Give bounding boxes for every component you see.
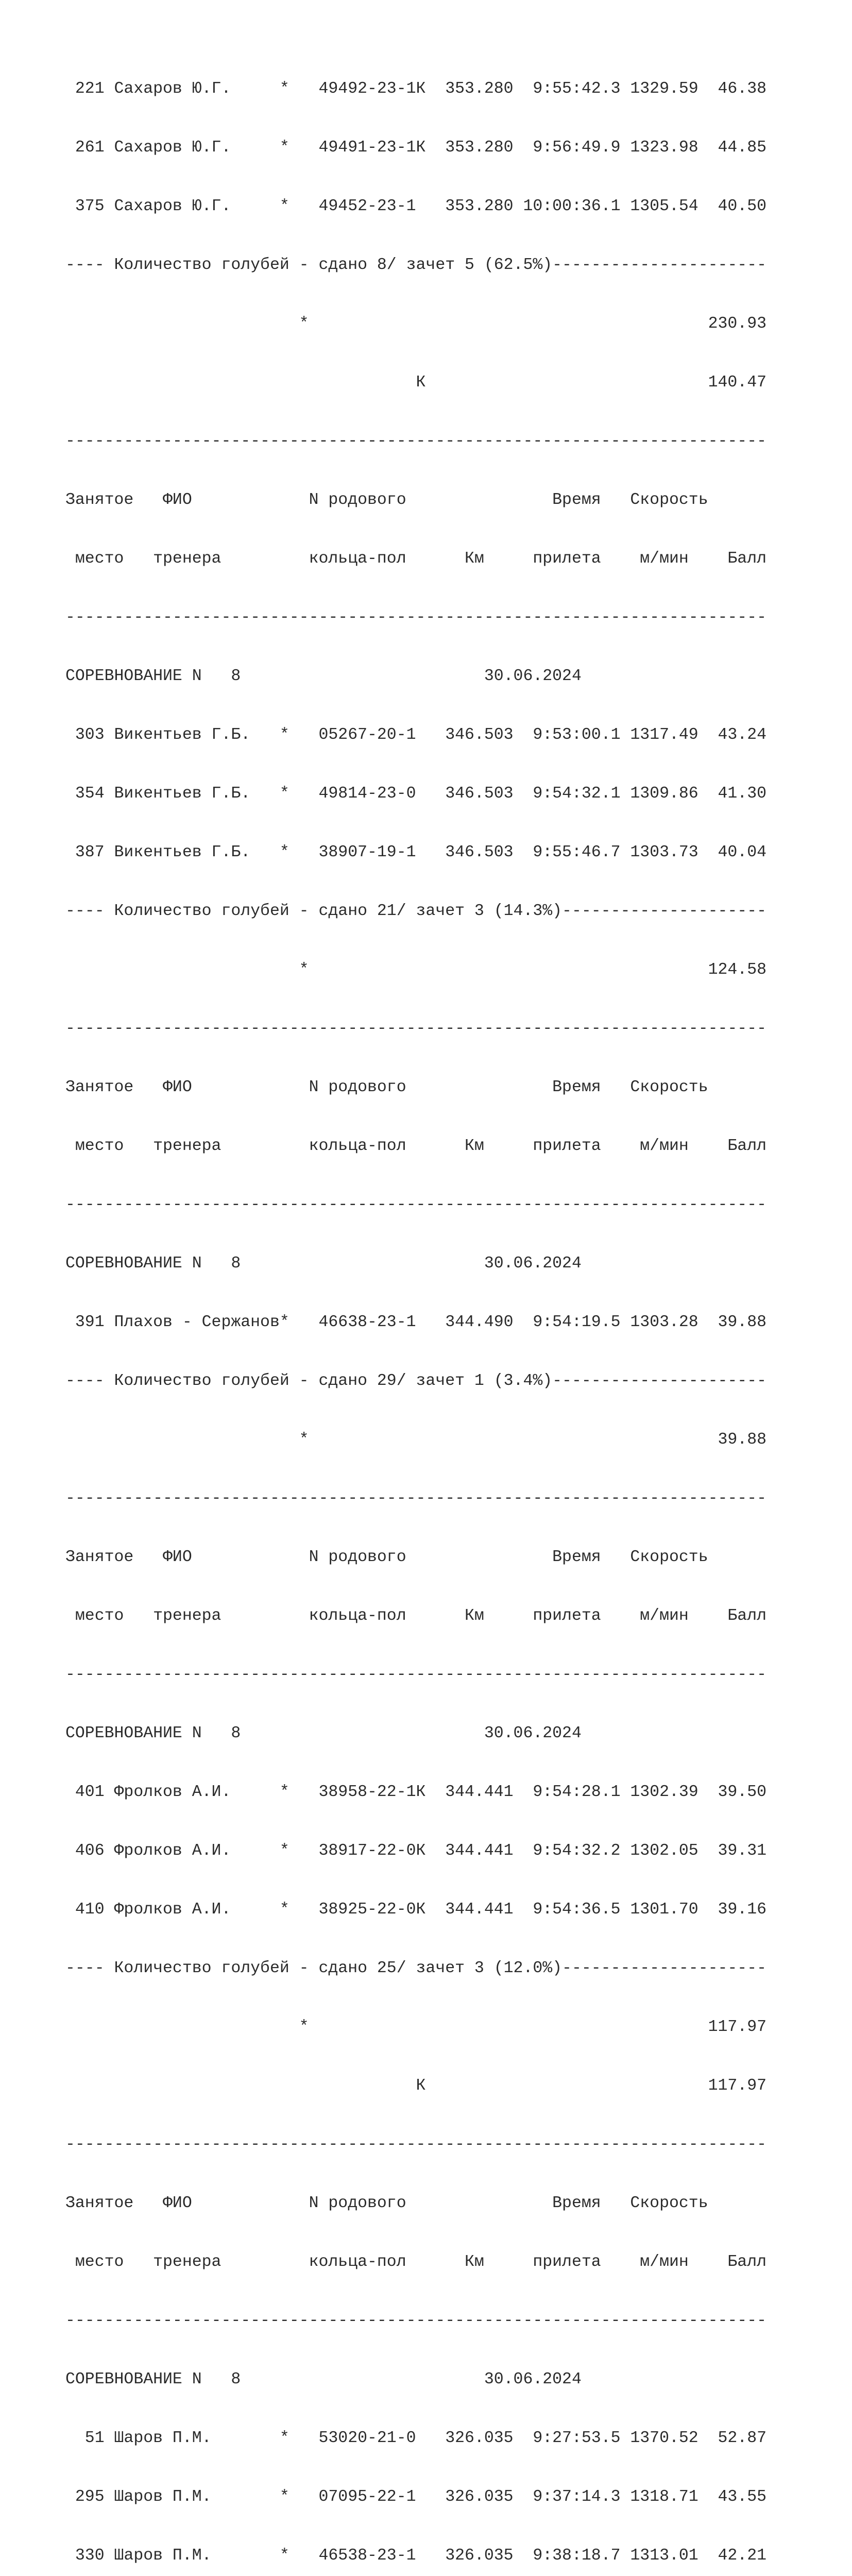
column-header: Занятое ФИО N родового Время Скорость <box>65 1078 708 1096</box>
separator: ------------------------------------------------------------------------ <box>65 2312 767 2330</box>
summary-line: ---- Количество голубей - сдано 21/ зачет 3 (14.3%)--------------------- <box>65 902 767 920</box>
separator: ------------------------------------------------------------------------ <box>65 432 767 450</box>
column-header: Занятое ФИО N родового Время Скорость <box>65 2194 708 2212</box>
competition-heading: СОРЕВНОВАНИЕ N 8 30.06.2024 <box>65 667 582 685</box>
total-line: К 117.97 <box>65 2077 767 2095</box>
summary-line: ---- Количество голубей - сдано 8/ зачет 5 (62.5%)---------------------- <box>65 256 767 274</box>
competition-heading: СОРЕВНОВАНИЕ N 8 30.06.2024 <box>65 2370 582 2388</box>
separator: ------------------------------------------------------------------------ <box>65 1196 767 1214</box>
total-line: * 39.88 <box>65 1431 767 1449</box>
result-row: 51 Шаров П.М. * 53020-21-0 326.035 9:27:53.5 1370.52 52.87 <box>65 2429 767 2447</box>
result-row: 391 Плахов - Сержанов* 46638-23-1 344.490 9:54:19.5 1303.28 39.88 <box>65 1313 767 1331</box>
result-row: 410 Фролков А.И. * 38925-22-0К 344.441 9:54:36.5 1301.70 39.16 <box>65 1901 767 1919</box>
result-row: 401 Фролков А.И. * 38958-22-1К 344.441 9:54:28.1 1302.39 39.50 <box>65 1783 767 1801</box>
separator: ------------------------------------------------------------------------ <box>65 2136 767 2154</box>
separator: ------------------------------------------------------------------------ <box>65 1020 767 1038</box>
total-line: * 117.97 <box>65 2018 767 2036</box>
result-row: 221 Сахаров Ю.Г. * 49492-23-1К 353.280 9:55:42.3 1329.59 46.38 <box>65 80 767 98</box>
result-row: 261 Сахаров Ю.Г. * 49491-23-1К 353.280 9:56:49.9 1323.98 44.85 <box>65 139 767 157</box>
results-printout <box>65 40 766 2576</box>
summary-line: ---- Количество голубей - сдано 29/ зачет 1 (3.4%)---------------------- <box>65 1372 767 1390</box>
result-row: 330 Шаров П.М. * 46538-23-1 326.035 9:38:18.7 1313.01 42.21 <box>65 2547 767 2565</box>
total-line: * 124.58 <box>65 961 767 979</box>
column-header: Занятое ФИО N родового Время Скорость <box>65 1548 708 1566</box>
result-row: 375 Сахаров Ю.Г. * 49452-23-1 353.280 10:00:36.1 1305.54 40.50 <box>65 197 767 215</box>
separator: ------------------------------------------------------------------------ <box>65 1666 767 1684</box>
separator: ------------------------------------------------------------------------ <box>65 1489 767 1507</box>
total-line: К 140.47 <box>65 374 767 392</box>
competition-heading: СОРЕВНОВАНИЕ N 8 30.06.2024 <box>65 1255 582 1273</box>
column-header: место тренера кольца-пол Км прилета м/мин Балл <box>65 550 767 568</box>
result-row: 303 Викентьев Г.Б. * 05267-20-1 346.503 9:53:00.1 1317.49 43.24 <box>65 726 767 744</box>
result-row: 354 Викентьев Г.Б. * 49814-23-0 346.503 9:54:32.1 1309.86 41.30 <box>65 785 767 803</box>
column-header: Занятое ФИО N родового Время Скорость <box>65 491 708 509</box>
competition-heading: СОРЕВНОВАНИЕ N 8 30.06.2024 <box>65 1724 582 1742</box>
column-header: место тренера кольца-пол Км прилета м/мин Балл <box>65 2253 767 2271</box>
result-row: 387 Викентьев Г.Б. * 38907-19-1 346.503 9:55:46.7 1303.73 40.04 <box>65 843 767 861</box>
total-line: * 230.93 <box>65 315 767 333</box>
result-row: 406 Фролков А.И. * 38917-22-0К 344.441 9:54:32.2 1302.05 39.31 <box>65 1842 767 1860</box>
separator: ------------------------------------------------------------------------ <box>65 608 767 626</box>
result-row: 295 Шаров П.М. * 07095-22-1 326.035 9:37:14.3 1318.71 43.55 <box>65 2488 767 2506</box>
summary-line: ---- Количество голубей - сдано 25/ зачет 3 (12.0%)--------------------- <box>65 1959 767 1977</box>
column-header: место тренера кольца-пол Км прилета м/мин Балл <box>65 1607 767 1625</box>
column-header: место тренера кольца-пол Км прилета м/мин Балл <box>65 1137 767 1155</box>
